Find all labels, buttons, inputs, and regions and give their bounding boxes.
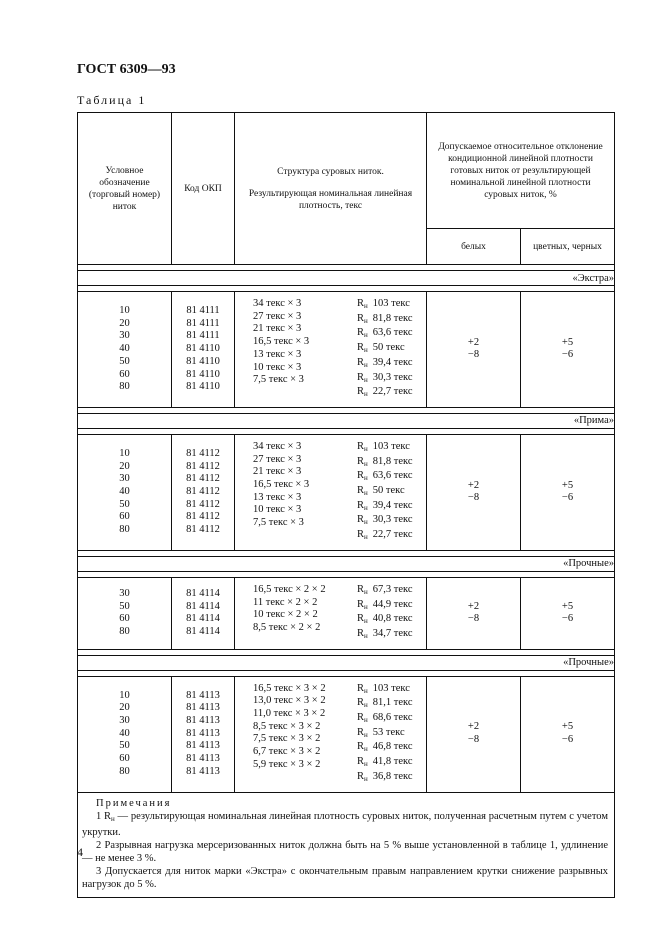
colored-deviation: +5 (561, 600, 574, 612)
structure-value: 13 текс × 3 (253, 491, 302, 503)
density-symbol: R (357, 770, 365, 782)
thread-number: 80 (119, 524, 130, 536)
density-symbol: R (357, 371, 365, 383)
density-value (357, 456, 413, 471)
group-title: «Прима» (78, 413, 615, 428)
thread-number: 30 (119, 330, 130, 342)
density-text: 36,8 текс (372, 770, 413, 782)
density-subscript: н (364, 587, 368, 596)
structure-cell (235, 292, 427, 408)
white-deviation: +2 (467, 721, 480, 733)
table-notes (78, 792, 615, 897)
colored-deviation: −6 (561, 734, 574, 746)
group-title: «Прочные» (78, 655, 615, 670)
density-subscript: н (364, 503, 368, 512)
density-subscript: н (364, 686, 368, 695)
density-subscript: н (364, 631, 368, 640)
structure-value: 6,7 текс × 3 × 2 (253, 746, 321, 758)
white-deviation-cell (427, 434, 521, 550)
density-subscript: н (364, 533, 368, 542)
density-text: 30,3 текс (372, 371, 413, 383)
density-text: 68,6 текс (372, 712, 413, 724)
structure-list (235, 683, 357, 786)
thread-number: 40 (119, 727, 130, 739)
density-subscript: н (364, 375, 368, 384)
structure-value: 7,5 текс × 3 (253, 374, 304, 386)
density-value (357, 313, 413, 328)
density-text: 30,3 текс (372, 514, 413, 526)
white-deviation-cell (427, 577, 521, 649)
structure-value: 16,5 текс × 3 (253, 336, 310, 348)
thread-number: 50 (119, 355, 130, 367)
thread-number: 10 (119, 447, 130, 459)
white-deviation: +2 (467, 600, 480, 612)
okp-code: 81 4114 (186, 587, 220, 599)
density-subscript: н (364, 518, 368, 527)
density-text: 103 текс (372, 440, 410, 452)
density-subscript: н (364, 716, 368, 725)
structure-value: 27 текс × 3 (253, 453, 302, 465)
thread-number: 60 (119, 368, 130, 380)
okp-code: 81 4112 (186, 524, 220, 536)
density-value (357, 683, 413, 698)
okp-code: 81 4114 (186, 625, 220, 637)
density-symbol: R (357, 741, 365, 753)
colored-deviation: +5 (561, 721, 574, 733)
structure-value: 7,5 текс × 3 (253, 517, 304, 529)
density-symbol: R (357, 298, 365, 309)
structure-value: 11 текс × 2 × 2 (253, 596, 318, 608)
note-2: 2 Разрывная нагрузка мерсеризованных ниток должна быть на 5 % выше установленной в таблице 1, удлинение — не менее 3 %. (82, 839, 608, 864)
density-text: 103 текс (372, 682, 410, 694)
white-deviation: +2 (467, 336, 480, 348)
okp-code: 81 4113 (186, 740, 220, 752)
header-white: белых (427, 229, 521, 265)
density-value (357, 771, 413, 786)
colored-deviation: +5 (561, 336, 574, 348)
density-subscript: н (364, 489, 368, 498)
okp-code: 81 4111 (186, 317, 220, 329)
group-data-row (78, 292, 615, 408)
structure-value: 16,5 текс × 3 (253, 479, 310, 491)
okp-code: 81 4110 (186, 368, 220, 380)
density-value (357, 599, 413, 614)
density-subscript: н (364, 730, 368, 739)
white-deviation: −8 (467, 349, 480, 361)
density-list (357, 584, 413, 643)
okp-code-cell (172, 434, 235, 550)
colored-deviation: +5 (561, 479, 574, 491)
density-symbol: R (357, 356, 365, 368)
group-data-row (78, 577, 615, 649)
thread-number: 40 (119, 343, 130, 355)
density-symbol: R (357, 697, 365, 709)
density-text: 81,8 текс (372, 312, 413, 324)
density-symbol: R (357, 386, 365, 398)
density-value (357, 712, 413, 727)
notes-title: Примечания (96, 797, 172, 809)
density-text: 53 текс (372, 726, 405, 738)
note-1-text: — результирующая номинальная линейная плотность суровых ниток, полученная расчетным путем с учетом укрутки. (82, 810, 608, 838)
okp-code-cell (172, 577, 235, 649)
structure-value: 10 текс × 3 (253, 504, 302, 516)
density-list (357, 298, 413, 401)
white-deviation-cell (427, 292, 521, 408)
density-value (357, 741, 413, 756)
density-text: 63,6 текс (372, 470, 413, 482)
white-deviation-cell (427, 676, 521, 792)
thread-number: 30 (119, 715, 130, 727)
density-value (357, 470, 413, 485)
density-subscript: н (364, 745, 368, 754)
density-symbol: R (357, 485, 365, 497)
group-data-row (78, 676, 615, 792)
density-subscript: н (364, 774, 368, 783)
density-text: 40,8 текс (372, 613, 413, 625)
density-value (357, 327, 413, 342)
density-value (357, 298, 413, 313)
header-structure (235, 113, 427, 265)
density-value (357, 628, 413, 643)
thread-number: 20 (119, 702, 130, 714)
thread-number: 80 (119, 381, 130, 393)
white-deviation: −8 (467, 613, 480, 625)
density-text: 63,6 текс (372, 327, 413, 339)
density-subscript: н (364, 459, 368, 468)
colored-deviation-cell (521, 577, 615, 649)
colored-deviation: −6 (561, 349, 574, 361)
okp-code: 81 4114 (186, 613, 220, 625)
density-text: 50 текс (372, 342, 405, 354)
structure-value: 10 текс × 2 × 2 (253, 609, 318, 621)
density-text: 81,1 текс (372, 697, 413, 709)
okp-code: 81 4112 (186, 460, 220, 472)
note-1-subscript: н (111, 814, 115, 823)
thread-number: 60 (119, 613, 130, 625)
structure-value: 27 текс × 3 (253, 310, 302, 322)
density-symbol: R (357, 627, 365, 639)
structure-value: 13 текс × 3 (253, 348, 302, 360)
okp-code: 81 4111 (186, 330, 220, 342)
header-deviation: Допускаемое относительное отклонение кондиционной линейной плотности готовых ниток от результирующей номинальной линейной плотности суровых ниток, % (427, 113, 615, 229)
structure-cell (235, 676, 427, 792)
structure-value: 16,5 текс × 3 × 2 (253, 682, 326, 694)
structure-value: 21 текс × 3 (253, 323, 302, 335)
header-structure-subtitle: Результирующая номинальная линейная плотность, текс (248, 188, 413, 211)
header-colored: цветных, черных (521, 229, 615, 265)
density-value (357, 500, 413, 515)
density-symbol: R (357, 756, 365, 768)
density-text: 46,8 текс (372, 741, 413, 753)
density-value (357, 697, 413, 712)
thread-number: 30 (119, 587, 130, 599)
thread-number: 60 (119, 753, 130, 765)
header-structure-title: Структура суровых ниток. (277, 166, 384, 177)
white-deviation: +2 (467, 479, 480, 491)
density-symbol: R (357, 312, 365, 324)
structure-value: 10 текс × 3 (253, 361, 302, 373)
density-symbol: R (357, 455, 365, 467)
density-text: 103 текс (372, 298, 410, 309)
density-subscript: н (364, 617, 368, 626)
structure-value: 8,5 текс × 3 × 2 (253, 720, 321, 732)
header-okp: Код ОКП (172, 113, 235, 265)
okp-code: 81 4114 (186, 600, 220, 612)
thread-number: 20 (119, 460, 130, 472)
header-designation: Условное обозначение (торговый номер) ниток (78, 113, 172, 265)
okp-code: 81 4113 (186, 702, 220, 714)
density-subscript: н (364, 360, 368, 369)
structure-cell (235, 434, 427, 550)
density-text: 44,9 текс (372, 598, 413, 610)
okp-code: 81 4113 (186, 765, 220, 777)
density-text: 41,8 текс (372, 756, 413, 768)
density-list (357, 441, 413, 544)
density-value (357, 514, 413, 529)
density-value (357, 386, 413, 401)
colored-deviation: −6 (561, 613, 574, 625)
density-subscript: н (364, 444, 368, 453)
colored-deviation: −6 (561, 492, 574, 504)
density-text: 22,7 текс (372, 529, 413, 541)
density-value (357, 342, 413, 357)
colored-deviation-cell (521, 676, 615, 792)
density-symbol: R (357, 470, 365, 482)
okp-code: 81 4113 (186, 689, 220, 701)
density-symbol: R (357, 712, 365, 724)
density-symbol: R (357, 514, 365, 526)
okp-code: 81 4112 (186, 498, 220, 510)
density-text: 39,4 текс (372, 356, 413, 368)
note-1 (82, 810, 608, 839)
density-subscript: н (364, 302, 368, 310)
density-value (357, 529, 413, 544)
white-deviation: −8 (467, 734, 480, 746)
thread-specification-table (77, 112, 615, 898)
structure-list (235, 441, 357, 544)
density-symbol: R (357, 440, 365, 452)
density-text: 34,7 текс (372, 627, 413, 639)
density-symbol: R (357, 529, 365, 541)
density-text: 22,7 текс (372, 386, 413, 398)
okp-code: 81 4112 (186, 486, 220, 498)
structure-value: 5,9 текс × 3 × 2 (253, 758, 321, 770)
okp-code: 81 4110 (186, 343, 220, 355)
thread-number: 50 (119, 600, 130, 612)
thread-number: 40 (119, 486, 130, 498)
okp-code: 81 4113 (186, 753, 220, 765)
note-3: 3 Допускается для ниток марки «Экстра» с окончательным правым направлением крутки снижение разрывных нагрузок до 5 %. (82, 865, 608, 890)
density-value (357, 357, 413, 372)
density-value (357, 613, 413, 628)
okp-code: 81 4112 (186, 447, 220, 459)
density-text: 50 текс (372, 485, 405, 497)
thread-number: 10 (119, 305, 130, 316)
colored-deviation-cell (521, 434, 615, 550)
white-deviation: −8 (467, 492, 480, 504)
thread-number: 30 (119, 473, 130, 485)
okp-code: 81 4112 (186, 473, 220, 485)
density-value (357, 372, 413, 387)
thread-number-cell (78, 292, 172, 408)
group-title: «Экстра» (78, 271, 615, 286)
density-subscript: н (364, 316, 368, 325)
density-symbol: R (357, 342, 365, 354)
density-subscript: н (364, 331, 368, 340)
density-symbol: R (357, 499, 365, 511)
okp-code: 81 4113 (186, 727, 220, 739)
thread-number: 60 (119, 511, 130, 523)
structure-value: 21 текс × 3 (253, 466, 302, 478)
thread-number-cell (78, 434, 172, 550)
thread-number: 80 (119, 625, 130, 637)
density-symbol: R (357, 682, 365, 694)
density-symbol: R (357, 598, 365, 610)
density-subscript: н (364, 390, 368, 399)
structure-value: 8,5 текс × 2 × 2 (253, 621, 321, 633)
density-value (357, 584, 413, 599)
density-text: 67,3 текс (372, 583, 413, 595)
density-subscript: н (364, 346, 368, 355)
page-number: 4 (77, 845, 83, 859)
structure-value: 7,5 текс × 3 × 2 (253, 733, 321, 745)
density-symbol: R (357, 726, 365, 738)
thread-number: 50 (119, 740, 130, 752)
density-subscript: н (364, 474, 368, 483)
density-value (357, 756, 413, 771)
density-value (357, 441, 413, 456)
thread-number-cell (78, 676, 172, 792)
thread-number: 80 (119, 765, 130, 777)
structure-list (235, 584, 357, 643)
density-text: 39,4 текс (372, 499, 413, 511)
structure-cell (235, 577, 427, 649)
structure-value: 34 текс × 3 (253, 440, 302, 452)
structure-value: 11,0 текс × 3 × 2 (253, 708, 326, 720)
okp-code-cell (172, 676, 235, 792)
structure-value: 16,5 текс × 2 × 2 (253, 583, 326, 595)
density-value (357, 485, 413, 500)
density-symbol: R (357, 583, 365, 595)
okp-code: 81 4113 (186, 715, 220, 727)
thread-number: 20 (119, 317, 130, 329)
okp-code: 81 4111 (186, 305, 220, 316)
structure-value: 34 текс × 3 (253, 298, 302, 309)
okp-code-cell (172, 292, 235, 408)
document-header: ГОСТ 6309—93 (77, 62, 176, 77)
density-subscript: н (364, 602, 368, 611)
group-data-row (78, 434, 615, 550)
density-text: 81,8 текс (372, 455, 413, 467)
okp-code: 81 4112 (186, 511, 220, 523)
thread-number: 50 (119, 498, 130, 510)
structure-list (235, 298, 357, 401)
okp-code: 81 4110 (186, 381, 220, 393)
thread-number: 10 (119, 689, 130, 701)
density-symbol: R (357, 327, 365, 339)
group-title: «Прочные» (78, 556, 615, 571)
thread-number-cell (78, 577, 172, 649)
density-symbol: R (357, 613, 365, 625)
table-caption: Таблица 1 (77, 93, 147, 107)
density-subscript: н (364, 760, 368, 769)
density-list (357, 683, 413, 786)
density-value (357, 727, 413, 742)
colored-deviation-cell (521, 292, 615, 408)
structure-value: 13,0 текс × 3 × 2 (253, 695, 326, 707)
note-1-symbol: 1 R (96, 810, 112, 822)
density-subscript: н (364, 701, 368, 710)
okp-code: 81 4110 (186, 355, 220, 367)
